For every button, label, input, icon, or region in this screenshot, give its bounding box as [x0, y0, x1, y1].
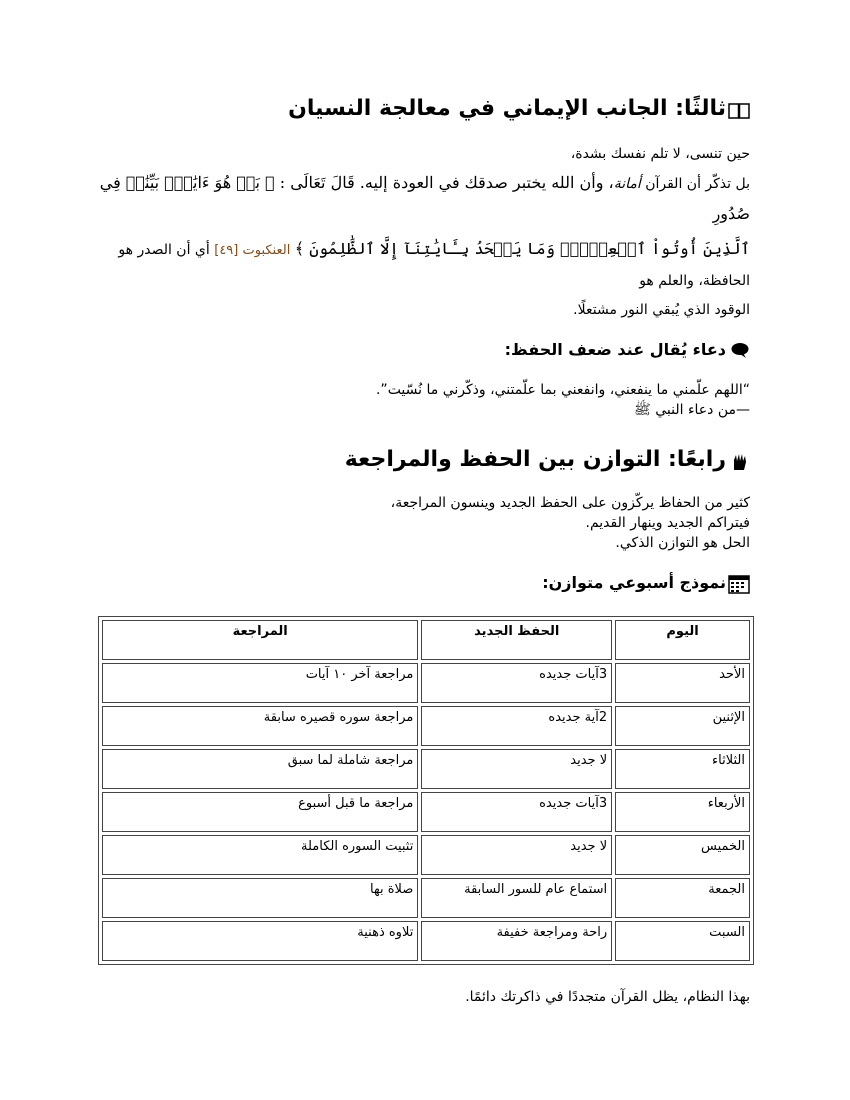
calendar-icon: [728, 574, 750, 592]
cell-review: تثبيت السوره الكاملة: [102, 835, 418, 875]
weekly-title: [85, 573, 750, 594]
paragraph-line: حين تنسى، لا تلم نفسك بشدة،: [570, 145, 750, 162]
cell-new: لا جديد: [421, 749, 612, 789]
paragraph-line-verse-start: [85, 168, 750, 230]
paragraph-line-verse-end: [85, 234, 750, 296]
table-row: [102, 921, 750, 961]
header-new-memorization: الحفظ الجديد: [421, 620, 612, 660]
cell-review: تلاوه ذهنية: [102, 921, 418, 961]
weekly-schedule-table: [98, 616, 754, 965]
cell-review: مراجعة سوره قصيره سابقة: [102, 706, 418, 746]
cell-review: مراجعة شاملة لما سبق: [102, 749, 418, 789]
text-run: أي أن الصدر هو الحافظة، والعلم هو: [118, 241, 750, 289]
closing-sentence: بهذا النظام، يظل القرآن متجددًا في ذاكرتك دائمًا.: [465, 988, 750, 1005]
verse-intro: ، وأن الله يختبر صدقك في العودة إليه. قَالَ تَعَالَى : ﴿ بَلۡ هُوَ ءَايَٰتُۢ بَيِّنَٰتٞ فِي صُدُورِ: [99, 172, 750, 223]
header-review: المراجعة: [102, 620, 418, 660]
cell-day: الأربعاء: [615, 792, 750, 832]
cell-new: 3آيات جديده: [421, 663, 612, 703]
table-row: [102, 663, 750, 703]
cell-new: 2آية جديده: [421, 706, 612, 746]
raised-hands-icon: [728, 452, 750, 470]
content: [85, 95, 750, 1007]
paragraph-line: فيتراكم الجديد وينهار القديم.: [585, 514, 750, 531]
header-day: اليوم: [615, 620, 750, 660]
table-row: [102, 878, 750, 918]
section-four-title-text: رابعًا: التوازن بين الحفظ والمراجعة: [344, 447, 726, 473]
cell-day: الخميس: [615, 835, 750, 875]
table-row: [102, 792, 750, 832]
table-row: [102, 749, 750, 789]
weekly-title-text: نموذج أسبوعي متوازن:: [542, 572, 726, 592]
cell-review: صلاة بها: [102, 878, 418, 918]
cell-new: لا جديد: [421, 835, 612, 875]
cell-day: الإثنين: [615, 706, 750, 746]
dua-title-text: دعاء يُقال عند ضعف الحفظ:: [504, 339, 726, 359]
table-header-row: [102, 620, 750, 660]
paragraph-line: الوقود الذي يُبقي النور مشتعلًا.: [573, 301, 750, 318]
cell-day: الجمعة: [615, 878, 750, 918]
text-run: بل تذكّر أن القرآن: [640, 175, 750, 192]
cell-new: استماع عام للسور السابقة: [421, 878, 612, 918]
paragraph-line: كثير من الحفاظ يركّزون على الحفظ الجديد وينسون المراجعة،: [390, 494, 750, 511]
dua-text: “اللهم علّمني ما ينفعني، وانفعني بما علّمتني، وذكّرني ما نُسّيت”.: [375, 382, 750, 399]
cell-new: 3آيات جديده: [421, 792, 612, 832]
cell-day: السبت: [615, 921, 750, 961]
table-row: [102, 835, 750, 875]
paragraph-line: الحل هو التوازن الذكي.: [615, 534, 750, 551]
section-three-paragraph: [85, 144, 750, 320]
speech-bubble-icon: [728, 341, 750, 359]
verse-text: ٱلَّذِينَ أُوتُواْ ٱلۡعِلۡمَۚ وَمَا يَجۡحَدُ بِـَٔايَٰتِنَآ إِلَّا ٱلظَّٰلِمُونَ ﴾: [294, 238, 750, 258]
section-four-paragraph: [85, 493, 750, 553]
table-row: [102, 706, 750, 746]
dua-source: —من دعاء النبي ﷺ: [633, 402, 750, 419]
verse-reference: العنكبوت [٤٩]: [214, 242, 291, 258]
cell-day: الثلاثاء: [615, 749, 750, 789]
cell-new: راحة ومراجعة خفيفة: [421, 921, 612, 961]
section-four-title: [85, 446, 750, 475]
open-book-icon: [728, 100, 750, 118]
cell-day: الأحد: [615, 663, 750, 703]
section-three-title-text: ثالثًا: الجانب الإيماني في معالجة النسيان: [288, 96, 726, 121]
section-three-title: [85, 95, 750, 124]
cell-review: مراجعة ما قبل أسبوع: [102, 792, 418, 832]
emphasis-amanah: أمانة: [613, 175, 641, 192]
dua-block: [85, 380, 750, 420]
cell-review: مراجعة آخر ١٠ آيات: [102, 663, 418, 703]
dua-title: [85, 340, 750, 361]
